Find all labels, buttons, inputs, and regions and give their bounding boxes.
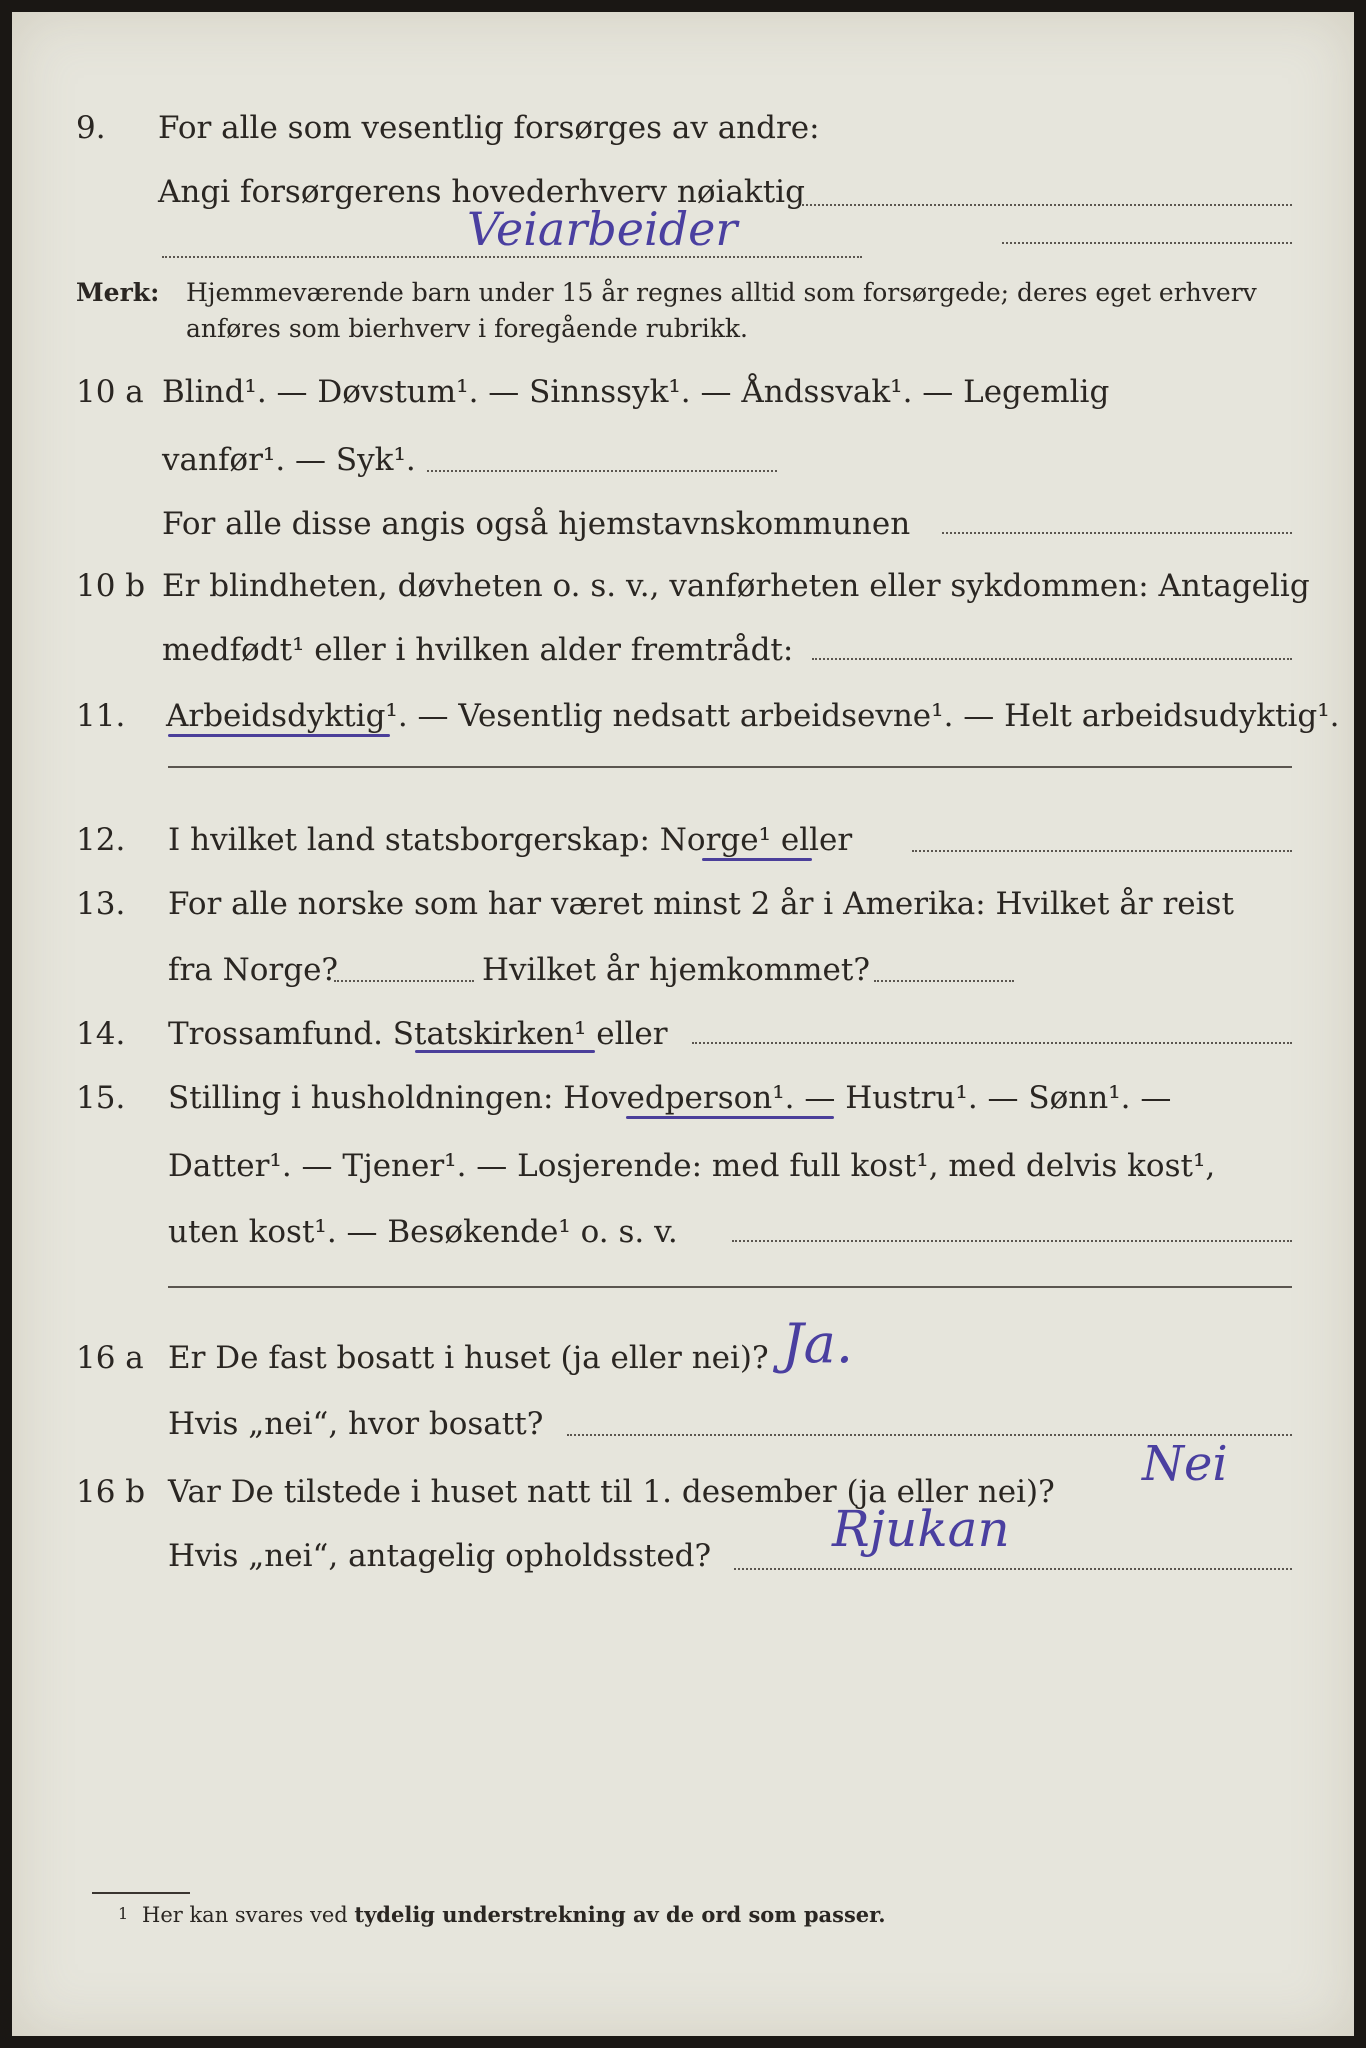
question-number: 16 b <box>76 1474 146 1510</box>
question-number: 13. <box>76 886 126 922</box>
question-text: For alle som vesentlig forsørges av andre: <box>158 110 820 146</box>
question-number: 12. <box>76 822 126 858</box>
note-text: Hjemmeværende barn under 15 år regnes alltid som forsørgede; deres eget erhverv <box>186 278 1257 307</box>
question-number: 11. <box>76 698 126 734</box>
question-text: Angi forsørgerens hovederhverv nøiaktig <box>158 174 805 210</box>
census-form-page <box>12 12 1354 2036</box>
question-text: uten kost¹. — Besøkende¹ o. s. v. <box>168 1214 678 1250</box>
question-number: 14. <box>76 1016 126 1052</box>
answer-line <box>942 532 1292 534</box>
question-12 <box>12 812 1354 868</box>
handwritten-answer-16b: Nei <box>1142 1436 1228 1492</box>
question-13-line-2 <box>12 942 1354 998</box>
answer-line <box>1002 242 1292 244</box>
question-10a <box>12 364 1354 420</box>
footnote-rule <box>92 1892 190 1894</box>
question-number: 16 a <box>76 1340 144 1376</box>
answer-line <box>692 1042 1292 1044</box>
question-10a-line-2 <box>12 432 1354 488</box>
question-text: Datter¹. — Tjener¹. — Losjerende: med full kost¹, med delvis kost¹, <box>168 1148 1216 1184</box>
question-text: medfødt¹ eller i hvilken alder fremtrådt: <box>162 632 794 668</box>
answer-line <box>912 850 1292 852</box>
question-text: Var De tilstede i huset natt til 1. desember (ja eller nei)? <box>168 1474 1055 1510</box>
answer-line <box>334 980 474 982</box>
handwritten-place: Rjukan <box>832 1500 1010 1558</box>
question-10a-line-3 <box>12 496 1354 552</box>
answer-line <box>427 470 777 472</box>
answer-line <box>162 256 862 258</box>
handwritten-occupation: Veiarbeider <box>467 202 738 256</box>
question-9 <box>12 100 1354 156</box>
footnote-mark: 1 <box>118 1904 129 1923</box>
handwritten-answer-16a: Ja. <box>782 1312 854 1375</box>
question-text: For alle norske som har været minst 2 år i Amerika: Hvilket år reist <box>168 886 1234 922</box>
question-text: Er blindheten, døvheten o. s. v., vanførheten eller sykdommen: Antagelig <box>162 568 1310 604</box>
question-10b-line-2 <box>12 622 1354 678</box>
question-text: Er De fast bosatt i huset (ja eller nei)? <box>168 1340 769 1376</box>
answer-line <box>168 766 1292 768</box>
handwritten-underline <box>626 1116 834 1119</box>
answer-line <box>874 980 1014 982</box>
handwritten-underline <box>702 858 812 861</box>
note-label: Merk: <box>76 278 160 307</box>
note-text: anføres som bierhverv i foregående rubrikk. <box>186 314 748 343</box>
question-number: 9. <box>76 110 106 146</box>
footnote-emphasis: tydelig understrekning av de ord som passer. <box>354 1902 886 1927</box>
question-text: I hvilket land statsborgerskap: Norge¹ eller <box>168 822 853 858</box>
question-number: 10 b <box>76 568 146 604</box>
answer-line <box>168 1286 1292 1288</box>
question-16a <box>12 1330 1354 1386</box>
question-text: For alle disse angis også hjemstavnskommunen <box>162 506 911 542</box>
question-10b <box>12 558 1354 614</box>
question-14 <box>12 1006 1354 1062</box>
answer-line <box>812 658 1292 660</box>
question-text: Blind¹. — Døvstum¹. — Sinnssyk¹. — Åndssvak¹. — Legemlig <box>162 374 1110 410</box>
answer-line <box>734 1568 1292 1570</box>
answer-line <box>732 1240 1292 1242</box>
question-text: Hvis „nei“, hvor bosatt? <box>168 1406 544 1442</box>
question-16b-line-2 <box>12 1528 1354 1584</box>
footnote-text: Her kan svares ved <box>142 1903 355 1927</box>
question-text: Hvis „nei“, antagelig opholdssted? <box>168 1538 712 1574</box>
question-13 <box>12 876 1354 932</box>
question-text: fra Norge? <box>168 952 339 988</box>
question-text: Hvilket år hjemkommet? <box>482 952 870 988</box>
question-text: Trossamfund. Statskirken¹ eller <box>168 1016 668 1052</box>
question-15-line-2 <box>12 1138 1354 1194</box>
question-text: Stilling i husholdningen: Hovedperson¹. — Hustru¹. — Sønn¹. — <box>168 1080 1172 1116</box>
handwritten-underline <box>168 734 390 737</box>
question-number: 15. <box>76 1080 126 1116</box>
handwritten-underline <box>415 1050 595 1053</box>
question-text: vanfør¹. — Syk¹. <box>162 442 416 478</box>
question-text: Arbeidsdyktig¹. — Vesentlig nedsatt arbeidsevne¹. — Helt arbeidsudyktig¹. <box>166 698 1340 734</box>
footnote <box>118 1902 886 1927</box>
question-15-line-3 <box>12 1204 1354 1260</box>
question-number: 10 a <box>76 374 144 410</box>
answer-line <box>802 204 1292 206</box>
